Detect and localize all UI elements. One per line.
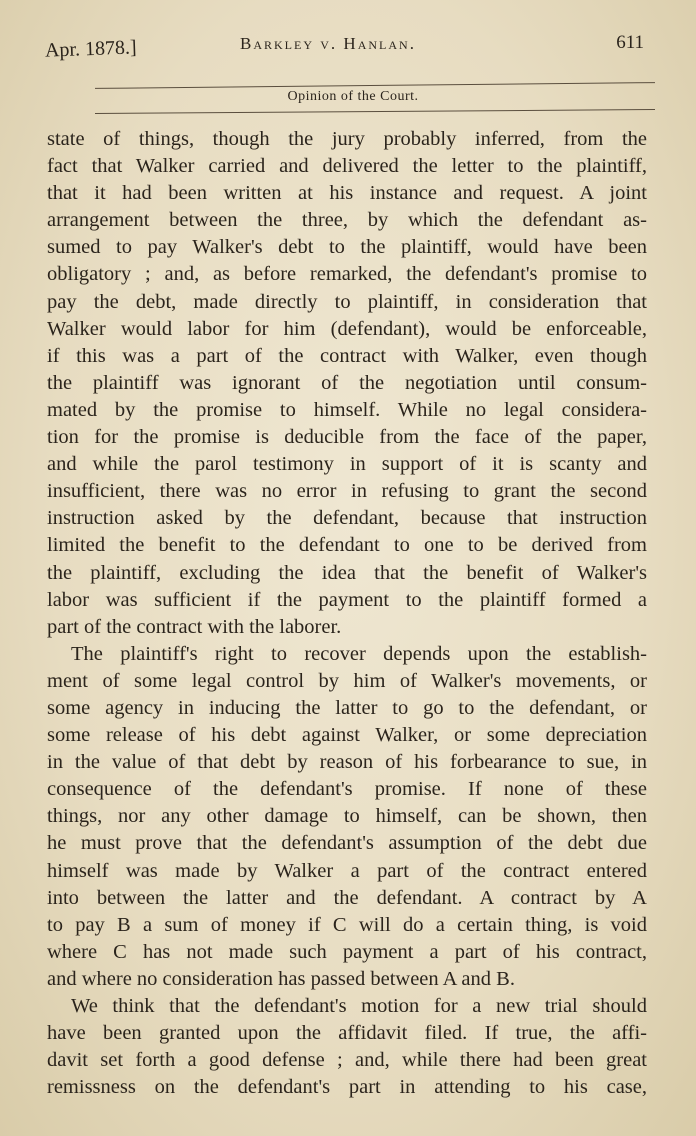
text-line: things, nor any other damage to himself, can be shown, then bbox=[47, 805, 647, 828]
header-rule-bottom bbox=[95, 109, 655, 114]
text-line: in the value of that debt by reason of his forbearance to sue, in bbox=[47, 751, 647, 774]
page-number: 611 bbox=[616, 32, 644, 53]
text-line: sumed to pay Walker's debt to the plaintiff, would have been bbox=[47, 236, 647, 259]
text-line: obligatory ; and, as before remarked, the defendant's promise to bbox=[47, 263, 647, 286]
text-line: limited the benefit to the defendant to one to be derived from bbox=[47, 534, 647, 557]
text-line: he must prove that the defendant's assumption of the debt due bbox=[47, 832, 647, 855]
header-case-title: Barkley v. Hanlan. bbox=[240, 34, 416, 53]
opinion-body bbox=[47, 126, 647, 1101]
text-line: and while the parol testimony in support of it is scanty and bbox=[47, 453, 647, 476]
text-line: consequence of the defendant's promise. If none of these bbox=[47, 778, 647, 801]
text-line: mated by the promise to himself. While no legal considera- bbox=[47, 398, 647, 421]
text-line: and where no consideration has passed between A and B. bbox=[47, 967, 515, 990]
text-line: davit set forth a good defense ; and, while there had been great bbox=[47, 1049, 647, 1072]
text-line: insufficient, there was no error in refusing to grant the second bbox=[47, 480, 647, 503]
subheading: Opinion of the Court. bbox=[287, 89, 419, 104]
text-line: arrangement between the three, by which the defendant as- bbox=[47, 209, 647, 232]
text-line: the plaintiff was ignorant of the negotiation until consum- bbox=[47, 371, 647, 394]
text-line: We think that the defendant's motion for a new trial should bbox=[71, 995, 647, 1017]
text-line: pay the debt, made directly to plaintiff, in consideration that bbox=[47, 290, 647, 313]
text-line: Walker would labor for him (defendant), would be enforceable, bbox=[47, 317, 647, 340]
running-header bbox=[40, 30, 656, 70]
text-line: have been granted upon the affidavit filed. If true, the affi- bbox=[47, 1022, 647, 1045]
text-line: some release of his debt against Walker, or some depreciation bbox=[47, 724, 647, 747]
text-line: that it had been written at his instance and request. A joint bbox=[47, 182, 647, 205]
header-date: Apr. 1878.] bbox=[44, 36, 138, 62]
text-line: if this was a part of the contract with Walker, even though bbox=[47, 344, 647, 367]
text-line: fact that Walker carried and delivered the letter to the plaintiff, bbox=[47, 155, 647, 178]
text-line: part of the contract with the laborer. bbox=[47, 615, 342, 638]
text-line: himself was made by Walker a part of the contract entered bbox=[47, 859, 647, 882]
text-line: state of things, though the jury probably inferred, from the bbox=[47, 128, 647, 150]
text-line: ment of some legal control by him of Walker's movements, or bbox=[47, 669, 647, 692]
text-line: labor was sufficient if the payment to the plaintiff formed a bbox=[47, 588, 647, 611]
text-line: into between the latter and the defendant. A contract by A bbox=[47, 886, 647, 909]
header-rule-top bbox=[95, 82, 655, 89]
text-line: to pay B a sum of money if C will do a certain thing, is void bbox=[47, 913, 647, 936]
text-line: some agency in inducing the latter to go to the defendant, or bbox=[47, 696, 647, 719]
text-line: tion for the promise is deducible from the face of the paper, bbox=[47, 426, 647, 449]
text-line: where C has not made such payment a part of his contract, bbox=[47, 940, 647, 963]
text-line: The plaintiff's right to recover depends upon the establish- bbox=[71, 642, 647, 665]
text-line: the plaintiff, excluding the idea that the benefit of Walker's bbox=[47, 561, 647, 584]
text-line: instruction asked by the defendant, because that instruction bbox=[47, 507, 647, 530]
text-line: remissness on the defendant's part in attending to his case, bbox=[47, 1076, 647, 1099]
